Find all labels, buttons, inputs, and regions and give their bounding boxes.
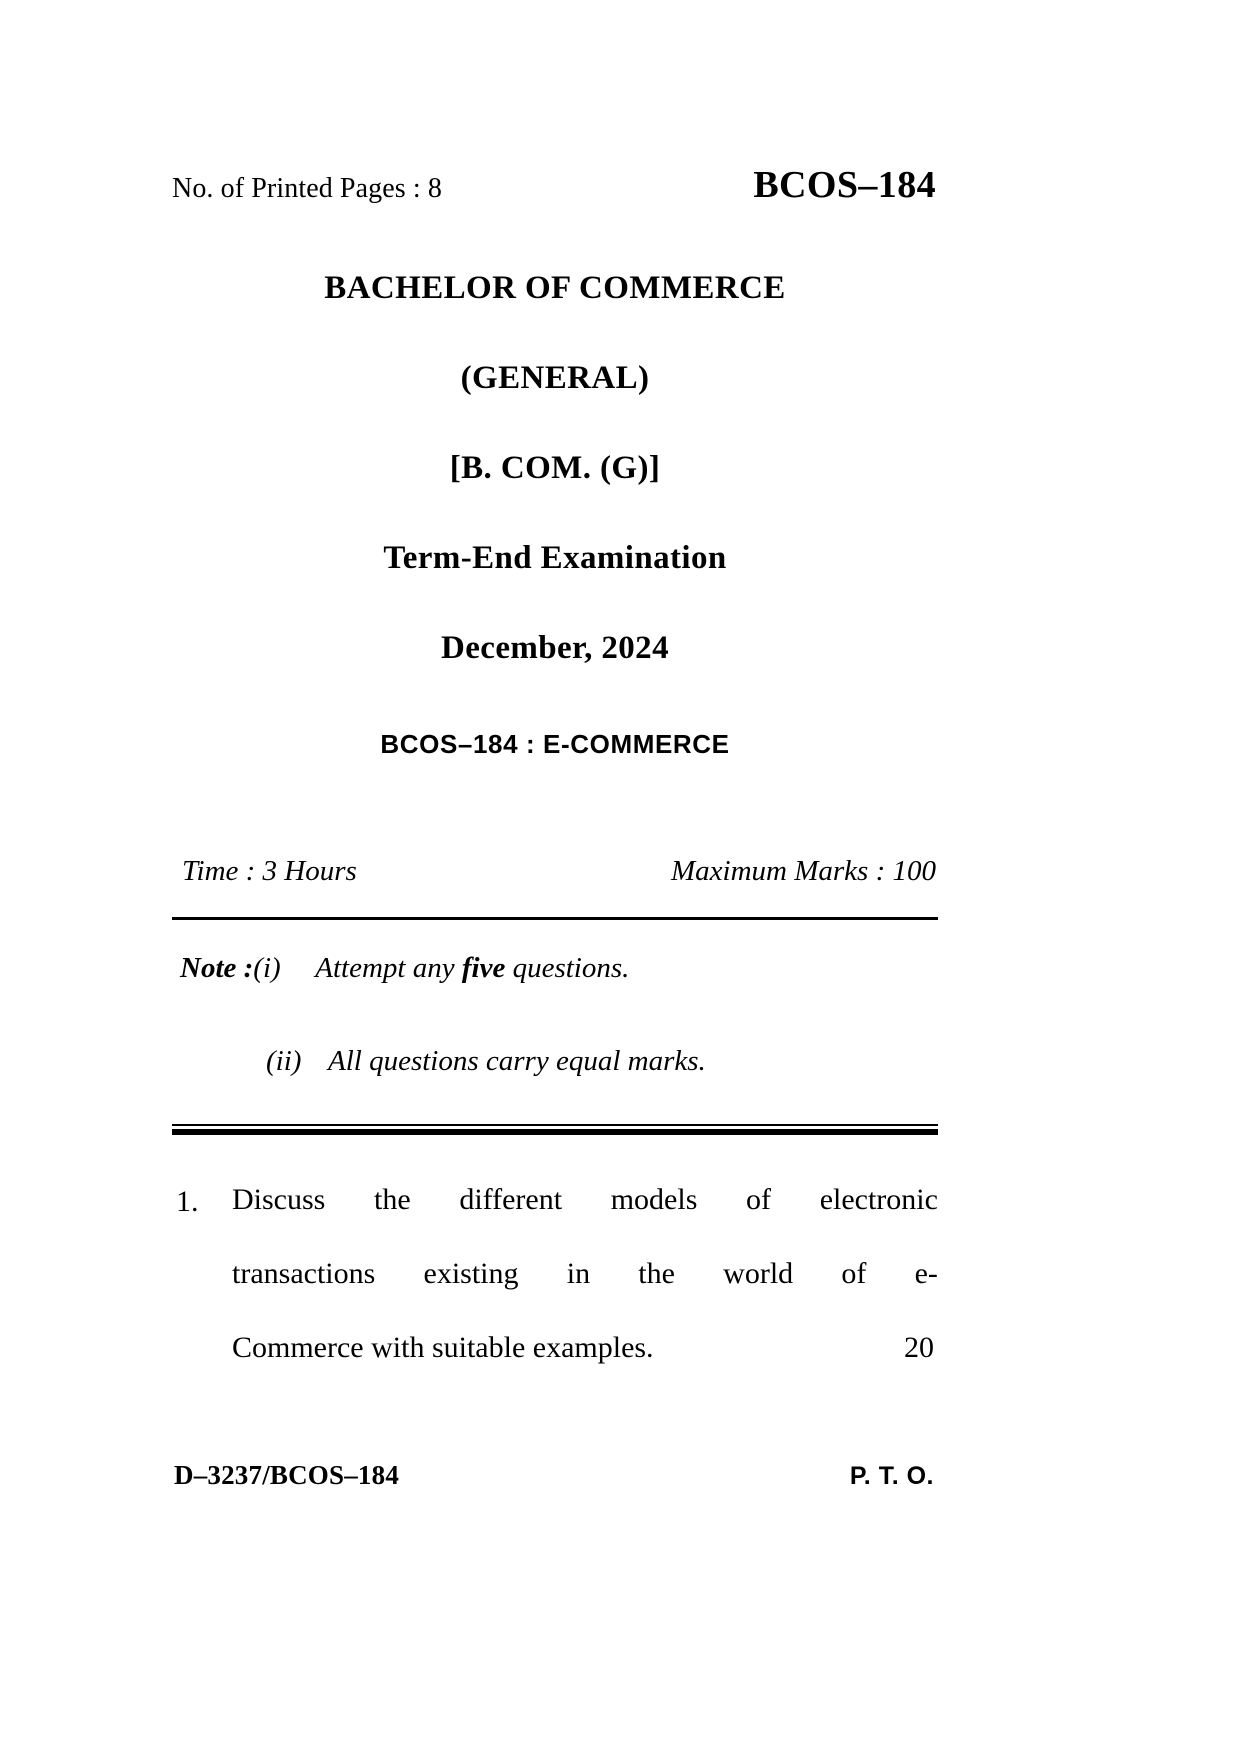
- note-number-ii: (ii): [266, 1045, 302, 1077]
- q-word: world: [723, 1257, 794, 1290]
- page-header: [172, 163, 938, 207]
- divider-rule-double: [172, 1124, 938, 1134]
- programme-stream: (GENERAL): [460, 360, 650, 396]
- note-item: [172, 1045, 938, 1078]
- question-last-text: Commerce with suitable examples.: [232, 1331, 654, 1364]
- page-footer: [172, 1460, 938, 1491]
- question-number: 1.: [176, 1185, 199, 1218]
- q-word: models: [610, 1183, 698, 1216]
- examination-type: Term-End Examination: [383, 540, 727, 576]
- footer-paper-reference: D–3237/BCOS–184: [174, 1460, 400, 1490]
- divider-thin-line: [172, 1124, 938, 1126]
- q-word: existing: [423, 1257, 519, 1290]
- note-number-i: (i): [253, 952, 281, 984]
- note-text-i-emphasis: five: [461, 952, 506, 984]
- maximum-marks: Maximum Marks : 100: [671, 855, 936, 887]
- q-word: of: [746, 1183, 772, 1216]
- subject-title: BCOS–184 : E-COMMERCE: [380, 729, 730, 759]
- question-item: [172, 1185, 938, 1363]
- q-word: electronic: [819, 1183, 938, 1216]
- printed-pages-label: No. of Printed Pages : 8: [172, 173, 442, 204]
- questions-list: [172, 1185, 938, 1363]
- q-word: e-: [914, 1257, 938, 1290]
- q-word: the: [374, 1183, 411, 1216]
- question-line: [232, 1185, 938, 1215]
- note-text-i: [315, 952, 629, 985]
- exam-meta-row: [172, 855, 938, 888]
- footer-pto-label: P. T. O.: [849, 1462, 934, 1490]
- note-text-ii: All questions carry equal marks.: [328, 1045, 706, 1077]
- divider-thick-line: [172, 1129, 938, 1135]
- q-word: the: [638, 1257, 675, 1290]
- paper-code: BCOS–184: [753, 164, 936, 206]
- question-last-line: [232, 1333, 938, 1363]
- divider-rule-top: [172, 917, 938, 920]
- note-block: [172, 952, 938, 1078]
- question-body: [232, 1185, 938, 1363]
- note-text-i-before: Attempt any: [315, 952, 462, 984]
- q-word: in: [566, 1257, 591, 1290]
- title-block: [172, 272, 938, 757]
- time-allowed: Time : 3 Hours: [182, 855, 357, 887]
- note-item: [172, 952, 938, 985]
- question-line-1-words: [232, 1185, 938, 1215]
- question-line: [232, 1259, 938, 1289]
- q-word: transactions: [232, 1257, 376, 1290]
- programme-title: BACHELOR OF COMMERCE: [324, 270, 786, 306]
- q-word: different: [459, 1183, 563, 1216]
- q-word: of: [841, 1257, 867, 1290]
- question-marks: 20: [904, 1331, 934, 1364]
- note-text-i-after: questions.: [505, 952, 630, 984]
- q-word: Discuss: [232, 1183, 326, 1216]
- examination-session: December, 2024: [441, 630, 669, 666]
- page-content: [172, 0, 938, 1754]
- programme-abbreviation: [B. COM. (G)]: [449, 450, 661, 486]
- question-line-2-words: [232, 1259, 938, 1289]
- question-line: [232, 1333, 938, 1363]
- note-label: Note :: [180, 952, 254, 984]
